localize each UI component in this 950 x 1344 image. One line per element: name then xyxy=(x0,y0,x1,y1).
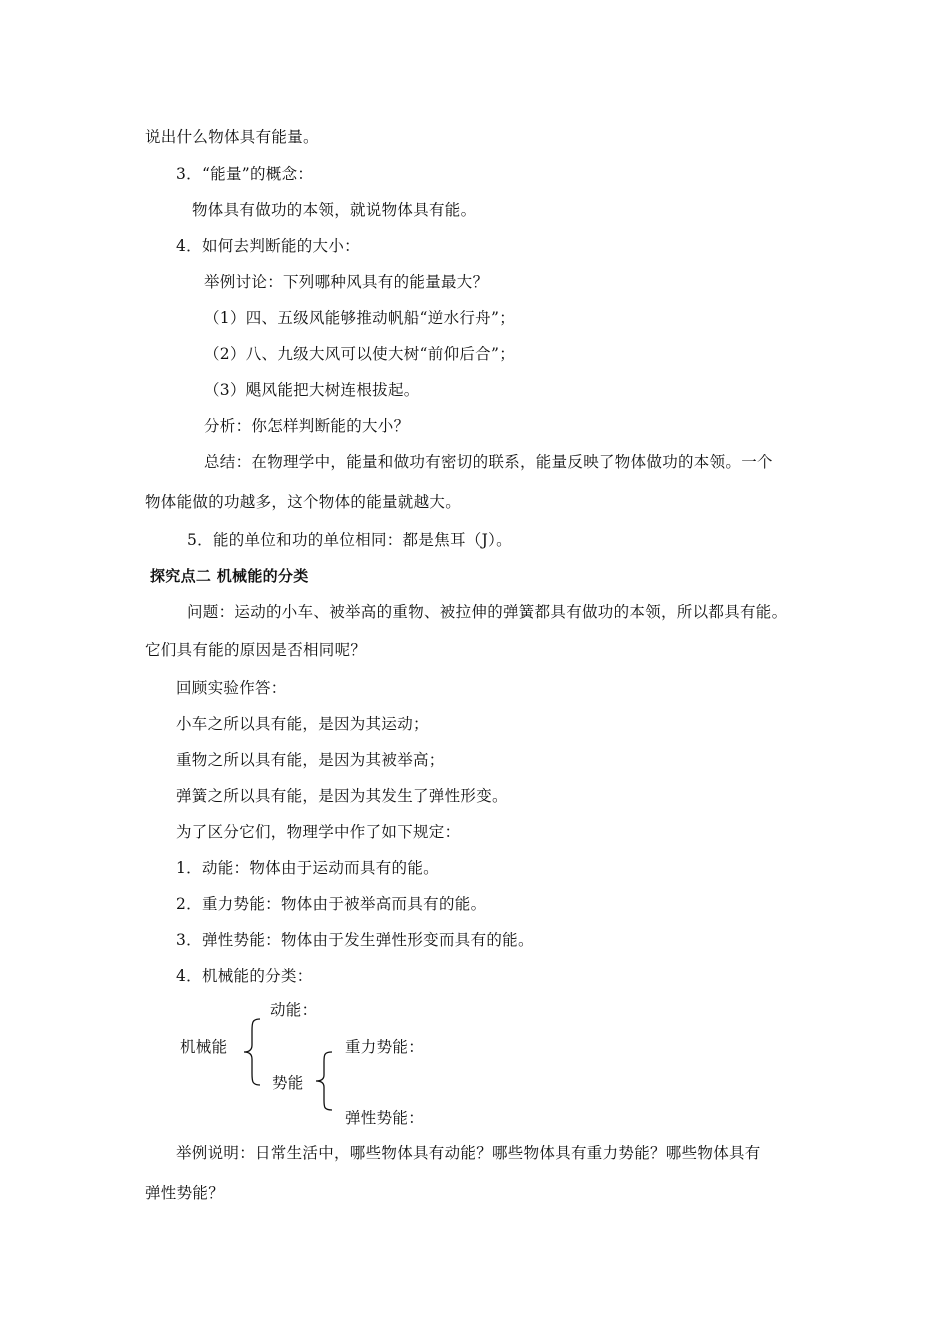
text-line: 重物之所以具有能，是因为其被举高； xyxy=(176,751,445,769)
section-item-3: 3．“能量”的概念： xyxy=(176,165,314,183)
text-line: 弹性势能？ xyxy=(145,1184,225,1202)
text-line: 物体能做的功越多，这个物体的能量就越大。 xyxy=(145,493,462,511)
text-line: 为了区分它们，物理学中作了如下规定： xyxy=(176,823,461,841)
list-item: （3）飓风能把大树连根拔起。 xyxy=(204,381,420,399)
text-line: 分析：你怎样判断能的大小？ xyxy=(204,417,410,435)
section-item-5: 5．能的单位和功的单位相同：都是焦耳（J）。 xyxy=(187,531,512,549)
text-line: 4．机械能的分类： xyxy=(176,967,313,985)
text-line: 它们具有能的原因是否相同呢？ xyxy=(145,641,367,659)
text-line: 举例讨论：下列哪种风具有的能量最大？ xyxy=(204,273,489,291)
text-line: 物体具有做功的本领，就说物体具有能。 xyxy=(192,201,477,219)
definition-item: 3．弹性势能：物体由于发生弹性形变而具有的能。 xyxy=(176,931,534,949)
text-line: 说出什么物体具有能量。 xyxy=(145,128,319,146)
left-brace-icon xyxy=(312,1050,336,1112)
text-line: 回顾实验作答： xyxy=(176,679,287,697)
text-line: 问题：运动的小车、被举高的重物、被拉伸的弹簧都具有做功的本领，所以都具有能。 xyxy=(187,603,788,621)
text-line: 举例说明：日常生活中，哪些物体具有动能？哪些物体具有重力势能？哪些物体具有 xyxy=(176,1144,761,1162)
definition-item: 2．重力势能：物体由于被举高而具有的能。 xyxy=(176,895,487,913)
diagram-gravitational-label: 重力势能： xyxy=(345,1038,425,1056)
diagram-potential-label: 势能 xyxy=(272,1074,304,1092)
text-line: 弹簧之所以具有能，是因为其发生了弹性形变。 xyxy=(176,787,508,805)
list-item: （2）八、九级大风可以使大树“前仰后合”； xyxy=(204,345,516,363)
left-brace-icon xyxy=(240,1017,264,1087)
list-item: （1）四、五级风能够推动帆船“逆水行舟”； xyxy=(204,309,516,327)
text-line: 小车之所以具有能，是因为其运动； xyxy=(176,715,429,733)
section-heading: 探究点二 机械能的分类 xyxy=(150,567,309,585)
diagram-elastic-label: 弹性势能： xyxy=(345,1109,425,1127)
definition-item: 1．动能：物体由于运动而具有的能。 xyxy=(176,859,439,877)
text-line: 总结：在物理学中，能量和做功有密切的联系，能量反映了物体做功的本领。一个 xyxy=(204,453,773,471)
section-item-4: 4．如何去判断能的大小： xyxy=(176,237,360,255)
diagram-kinetic-label: 动能： xyxy=(270,1001,318,1019)
diagram-root-label: 机械能 xyxy=(180,1038,228,1056)
